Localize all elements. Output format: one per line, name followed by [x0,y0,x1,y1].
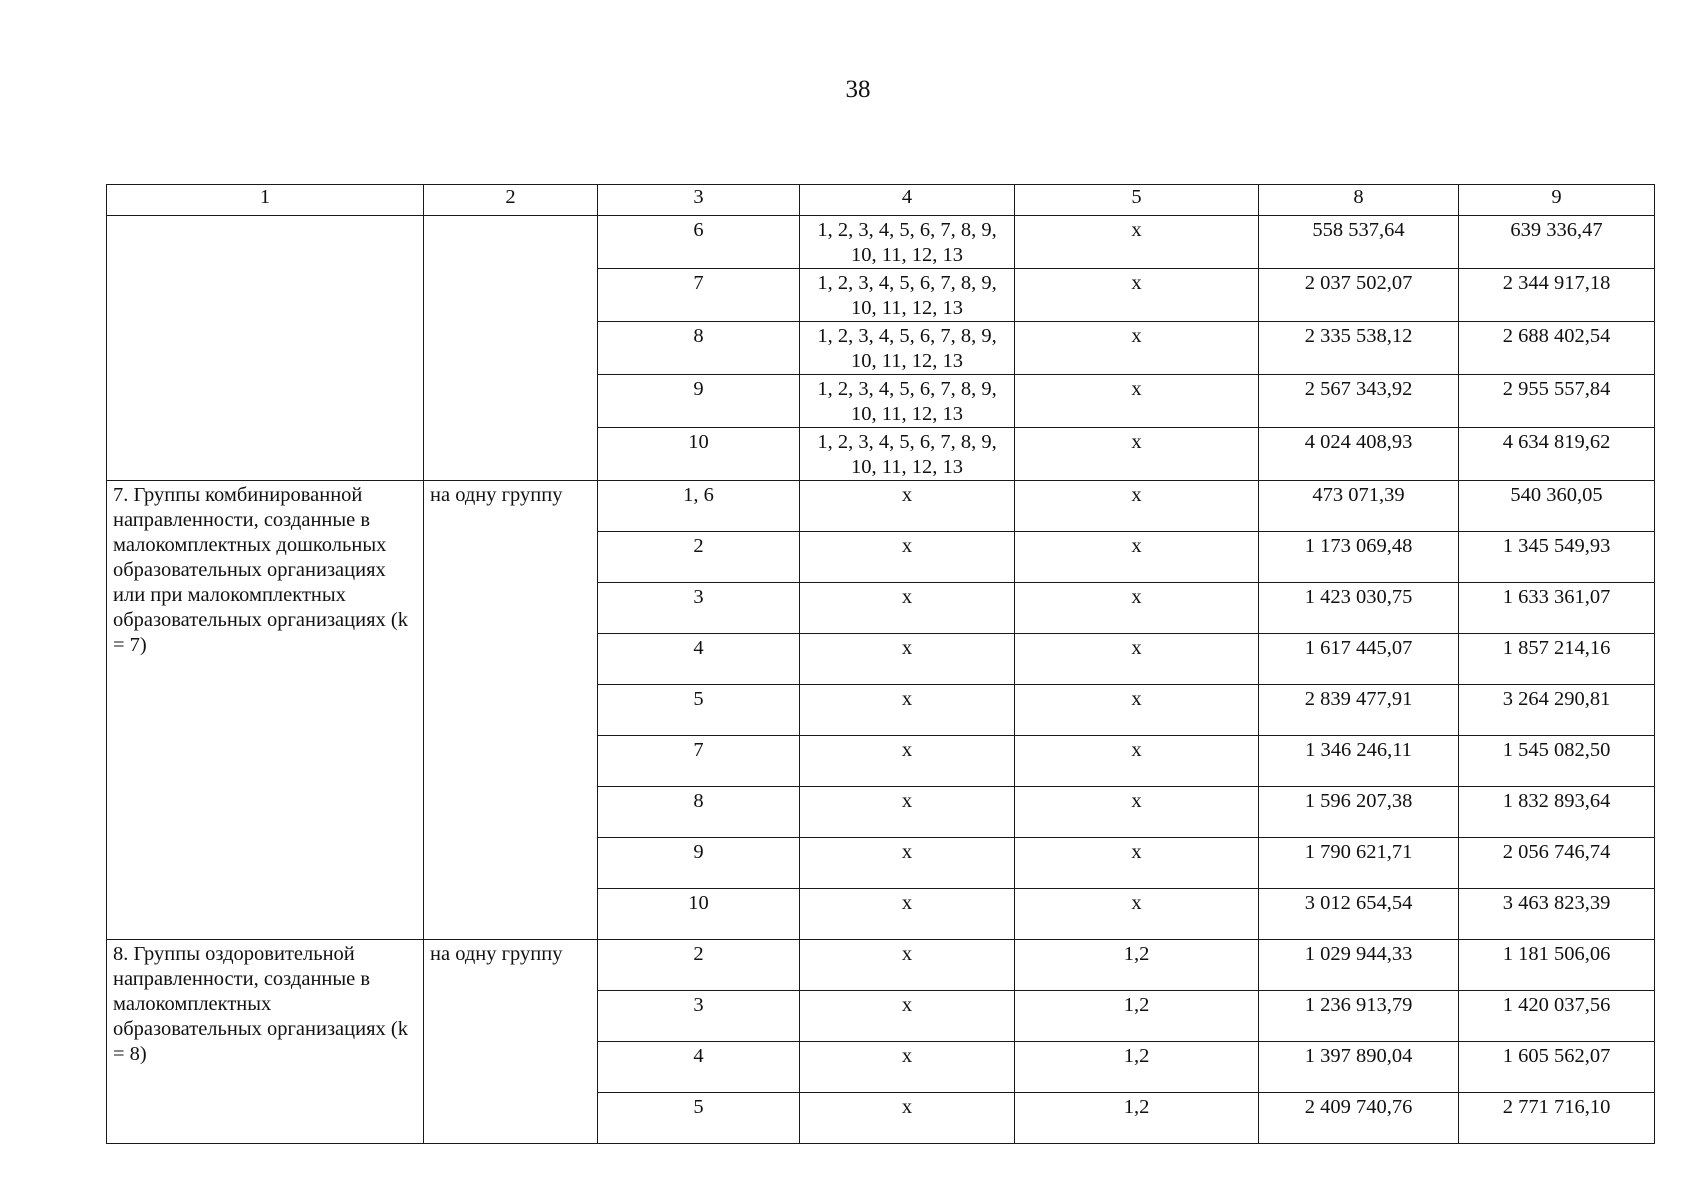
cell-col9: 540 360,05 [1459,481,1655,532]
section8-title: 8. Группы оздоровительной направленности, созданные в малокомплектных образовательных организациях (k = 8) [107,940,424,1144]
page-number: 38 [845,76,871,103]
col-header: 9 [1459,185,1655,216]
cell-col4: x [800,583,1015,634]
cell-col4: x [800,1042,1015,1093]
cell-col3: 4 [598,634,800,685]
cell-col4: x [800,532,1015,583]
cell-col5: 1,2 [1015,1042,1259,1093]
cell-col4: x [800,940,1015,991]
cell-col3: 9 [598,375,800,428]
cell-col9: 1 633 361,07 [1459,583,1655,634]
col-header: 2 [424,185,598,216]
cell-col8: 1 173 069,48 [1259,532,1459,583]
cell-col5: x [1015,269,1259,322]
cell-col9: 2 688 402,54 [1459,322,1655,375]
cell-col5: x [1015,428,1259,481]
cell-col9: 1 545 082,50 [1459,736,1655,787]
table-row [107,481,1655,532]
cell-col5: x [1015,532,1259,583]
col-header: 8 [1259,185,1459,216]
cell-col9: 2 344 917,18 [1459,269,1655,322]
cell-col3: 10 [598,889,800,940]
cell-col9: 2 771 716,10 [1459,1093,1655,1144]
cell-col4: x [800,991,1015,1042]
cell-col4: 1, 2, 3, 4, 5, 6, 7, 8, 9, 10, 11, 12, 13 [800,322,1015,375]
cell-col5: x [1015,634,1259,685]
table-row [107,940,1655,991]
cell-col4: 1, 2, 3, 4, 5, 6, 7, 8, 9, 10, 11, 12, 13 [800,428,1015,481]
cell-col3: 3 [598,991,800,1042]
cell-col3: 7 [598,736,800,787]
cell-col9: 3 264 290,81 [1459,685,1655,736]
col-header: 5 [1015,185,1259,216]
cell-col3: 9 [598,838,800,889]
cell-col9: 1 420 037,56 [1459,991,1655,1042]
cell-col8: 1 029 944,33 [1259,940,1459,991]
cell-col9: 1 832 893,64 [1459,787,1655,838]
cell-col5: x [1015,583,1259,634]
cell-col5: x [1015,216,1259,269]
norms-table [106,184,1655,1144]
cell-col4: x [800,838,1015,889]
cell-col4: x [800,481,1015,532]
cell-col8: 2 839 477,91 [1259,685,1459,736]
cell-col9: 2 955 557,84 [1459,375,1655,428]
cell-col5: x [1015,736,1259,787]
cell-col3: 4 [598,1042,800,1093]
cell-col3: 1, 6 [598,481,800,532]
cell-col3: 7 [598,269,800,322]
cell-col9: 2 056 746,74 [1459,838,1655,889]
cell-col3: 5 [598,685,800,736]
col-header: 1 [107,185,424,216]
cell-col8: 4 024 408,93 [1259,428,1459,481]
cell-col5: x [1015,889,1259,940]
cell-col3: 8 [598,787,800,838]
cell-col3: 2 [598,532,800,583]
cell-col8: 2 409 740,76 [1259,1093,1459,1144]
cell-col5: x [1015,838,1259,889]
cell-col8: 3 012 654,54 [1259,889,1459,940]
cell-col8: 1 423 030,75 [1259,583,1459,634]
cell-col5: 1,2 [1015,1093,1259,1144]
cell-col4: x [800,634,1015,685]
cell-col4: x [800,787,1015,838]
col-header: 4 [800,185,1015,216]
cell-col5: x [1015,322,1259,375]
cell-col8: 2 037 502,07 [1259,269,1459,322]
cell-col4: x [800,685,1015,736]
cell-col3: 6 [598,216,800,269]
cell-col8: 2 567 343,92 [1259,375,1459,428]
cell-col3: 8 [598,322,800,375]
cell-col5: x [1015,787,1259,838]
cell-col8: 1 397 890,04 [1259,1042,1459,1093]
cell-col5: x [1015,481,1259,532]
cell-col3: 2 [598,940,800,991]
cell-col3: 10 [598,428,800,481]
cell-col3: 5 [598,1093,800,1144]
section7-title: 7. Группы комбинированной направленности, созданные в малокомплектных дошкольных образовательных организациях или при малокомплектных образовательных организациях (k = 7) [107,481,424,940]
cell-col9: 1 857 214,16 [1459,634,1655,685]
cell-col8: 1 617 445,07 [1259,634,1459,685]
cell-col5: 1,2 [1015,940,1259,991]
cell-col5: x [1015,375,1259,428]
cell-col8: 1 346 246,11 [1259,736,1459,787]
col-header: 3 [598,185,800,216]
cell-col8: 1 596 207,38 [1259,787,1459,838]
group-name-cell [107,216,424,481]
column-number-row [107,185,1655,216]
cell-col5: x [1015,685,1259,736]
cell-col5: 1,2 [1015,991,1259,1042]
cell-col4: x [800,889,1015,940]
cell-col4: x [800,736,1015,787]
section7-unit: на одну группу [424,481,598,940]
cell-col8: 558 537,64 [1259,216,1459,269]
cell-col9: 4 634 819,62 [1459,428,1655,481]
cell-col8: 1 790 621,71 [1259,838,1459,889]
cell-col9: 1 181 506,06 [1459,940,1655,991]
cell-col9: 639 336,47 [1459,216,1655,269]
cell-col9: 3 463 823,39 [1459,889,1655,940]
cell-col8: 2 335 538,12 [1259,322,1459,375]
cell-col9: 1 605 562,07 [1459,1042,1655,1093]
cell-col4: 1, 2, 3, 4, 5, 6, 7, 8, 9, 10, 11, 12, 13 [800,216,1015,269]
cell-col3: 3 [598,583,800,634]
cell-col8: 1 236 913,79 [1259,991,1459,1042]
cell-col9: 1 345 549,93 [1459,532,1655,583]
section8-unit: на одну группу [424,940,598,1144]
cell-col8: 473 071,39 [1259,481,1459,532]
cell-col4: 1, 2, 3, 4, 5, 6, 7, 8, 9, 10, 11, 12, 13 [800,375,1015,428]
unit-cell [424,216,598,481]
table-row [107,216,1655,269]
cell-col4: 1, 2, 3, 4, 5, 6, 7, 8, 9, 10, 11, 12, 13 [800,269,1015,322]
cell-col4: x [800,1093,1015,1144]
